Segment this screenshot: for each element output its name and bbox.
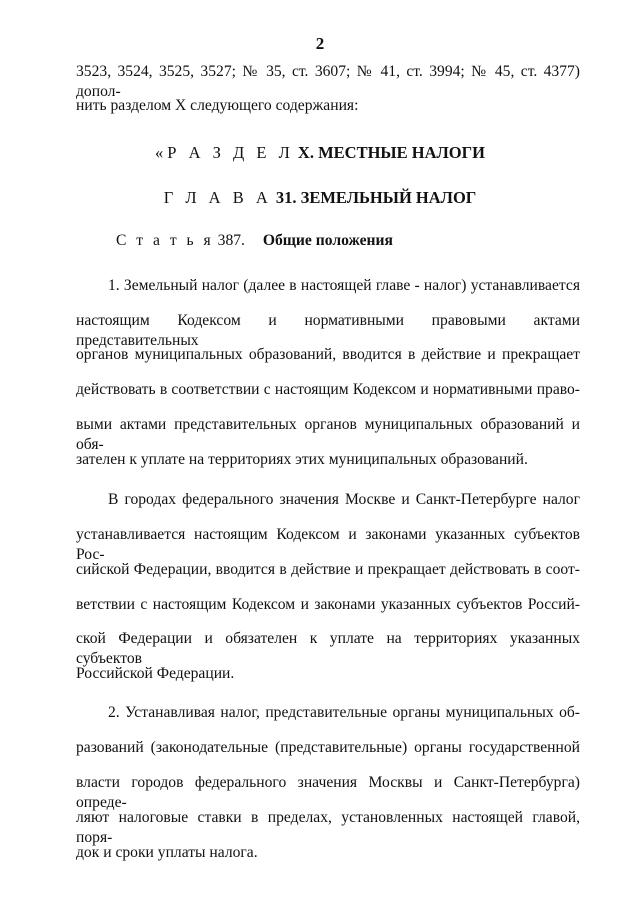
chapter-title: 31. ЗЕМЕЛЬНЫЙ НАЛОГ <box>275 188 477 207</box>
paragraph-2-line-1: В городах федерального значения Москве и Санкт-Петербурге налог <box>108 491 580 508</box>
paragraph-3-line-1: 2. Устанавливая налог, представительные органы муниципальных об- <box>108 704 580 721</box>
paragraph-3-line-3: власти городов федерального значения Москвы и Санкт-Петербурга) опреде- <box>76 774 580 811</box>
page-number: 2 <box>315 34 325 53</box>
intro-line-1: 3523, 3524, 3525, 3527; № 35, ст. 3607; № 41, ст. 3994; № 45, ст. 4377) допол- <box>76 63 580 100</box>
paragraph-1-line-3: органов муниципальных образований, вводится в действие и прекращает <box>76 346 580 363</box>
article-title: Общие положения <box>262 232 393 249</box>
article-number: 387. <box>217 232 245 249</box>
paragraph-2-line-2: устанавливается настоящим Кодексом и законами указанных субъектов Рос- <box>76 526 580 563</box>
intro-line-2: нить разделом X следующего содержания: <box>76 97 359 114</box>
paragraph-1-line-4: действовать в соответствии с настоящим Кодексом и нормативными право- <box>76 381 580 398</box>
paragraph-3-line-4: ляют налоговые ставки в пределах, установленных настоящей главой, поря- <box>76 809 580 846</box>
paragraph-1-line-5: выми актами представительных органов муниципальных образований и обя- <box>76 416 580 453</box>
article-heading <box>116 231 393 251</box>
article-label: С т а т ь я <box>116 232 214 249</box>
section-heading <box>0 143 640 163</box>
paragraph-2-line-4: ветствии с настоящим Кодексом и законами указанных субъектов Россий- <box>76 596 580 613</box>
paragraph-1-line-2: настоящим Кодексом и нормативными правовыми актами представительных <box>76 312 580 349</box>
chapter-heading <box>0 188 640 208</box>
paragraph-1-line-6: зателен к уплате на территориях этих муниципальных образований. <box>76 451 528 468</box>
paragraph-3-line-5: док и сроки уплаты налога. <box>76 844 258 861</box>
paragraph-1-line-1: 1. Земельный налог (далее в настоящей главе - налог) устанавливается <box>108 277 580 294</box>
chapter-prefix: Г Л А В А <box>163 188 272 207</box>
paragraph-2-line-5: ской Федерации и обязателен к уплате на территориях указанных субъектов <box>76 630 580 667</box>
paragraph-2-line-3: сийской Федерации, вводится в действие и прекращает действовать в соот- <box>76 561 580 578</box>
section-prefix: «Р А З Д Е Л <box>155 143 294 162</box>
paragraph-2-line-6: Российской Федерации. <box>76 665 235 682</box>
section-title: X. МЕСТНЫЕ НАЛОГИ <box>297 143 485 162</box>
paragraph-3-line-2: разований (законодательные (представительные) органы государственной <box>76 739 580 756</box>
